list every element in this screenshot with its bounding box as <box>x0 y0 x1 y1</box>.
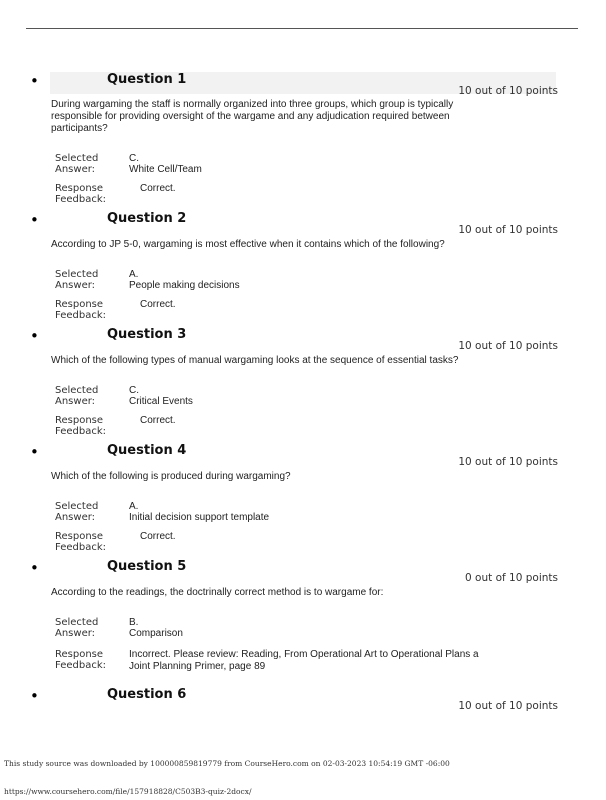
question-title: Question 6 <box>107 687 187 702</box>
answer-letter: A. <box>129 501 139 512</box>
bullet-icon: • <box>30 72 39 90</box>
response-feedback: Incorrect. Please review: Reading, From Operational Art to Operational Plans a Joint Planning Primer, page 89 <box>129 649 479 672</box>
response-feedback: Correct. <box>140 415 176 426</box>
response-feedback-label: Response Feedback: <box>55 299 106 321</box>
question-text: During wargaming the staff is normally organized into three groups, which group is typically responsible for providing oversight of the wargame and any adjudication required between participants? <box>51 99 454 134</box>
response-feedback-label: Response Feedback: <box>55 531 106 553</box>
top-divider <box>26 28 578 29</box>
question-points: 10 out of 10 points <box>458 340 558 352</box>
question-text: According to the readings, the doctrinally correct method is to wargame for: <box>51 587 384 598</box>
selected-answer-label: Selected Answer: <box>55 153 99 175</box>
answer-text: White Cell/Team <box>129 164 202 175</box>
bullet-icon: • <box>30 559 39 577</box>
response-feedback: Correct. <box>140 183 176 194</box>
response-feedback: Correct. <box>140 299 176 310</box>
answer-text: Comparison <box>129 628 183 639</box>
question-points: 10 out of 10 points <box>458 456 558 468</box>
question-title: Question 5 <box>107 559 187 574</box>
response-feedback: Correct. <box>140 531 176 542</box>
answer-text: Initial decision support template <box>129 512 270 523</box>
question-text: Which of the following types of manual wargaming looks at the sequence of essential tasks? <box>51 355 459 366</box>
selected-answer <box>129 501 489 523</box>
selected-answer <box>129 385 489 407</box>
question-title: Question 1 <box>107 72 187 87</box>
response-feedback-label: Response Feedback: <box>55 183 106 205</box>
selected-answer-label: Selected Answer: <box>55 385 99 407</box>
selected-answer-label: Selected Answer: <box>55 501 99 523</box>
selected-answer <box>129 617 489 639</box>
answer-text: Critical Events <box>129 396 193 407</box>
bullet-icon: • <box>30 211 39 229</box>
question-text: According to JP 5-0, wargaming is most effective when it contains which of the following? <box>51 239 445 250</box>
bullet-icon: • <box>30 327 39 345</box>
question-points: 10 out of 10 points <box>458 224 558 236</box>
question-text: Which of the following is produced during wargaming? <box>51 471 291 482</box>
selected-answer-label: Selected Answer: <box>55 617 99 639</box>
answer-letter: A. <box>129 269 139 280</box>
bullet-icon: • <box>30 687 39 705</box>
source-url[interactable]: https://www.coursehero.com/file/157918828/C503B3-quiz-2docx/ <box>4 787 252 796</box>
question-title: Question 4 <box>107 443 187 458</box>
question-title: Question 3 <box>107 327 187 342</box>
answer-letter: B. <box>129 617 139 628</box>
response-feedback-label: Response Feedback: <box>55 649 106 671</box>
answer-letter: C. <box>129 385 139 396</box>
answer-letter: C. <box>129 153 139 164</box>
question-points: 10 out of 10 points <box>458 85 558 97</box>
download-source-line: This study source was downloaded by 100000859819779 from CourseHero.com on 02-03-2023 10:54:19 GMT -06:00 <box>4 759 450 768</box>
bullet-icon: • <box>30 443 39 461</box>
selected-answer <box>129 269 489 291</box>
response-feedback-label: Response Feedback: <box>55 415 106 437</box>
question-points: 0 out of 10 points <box>465 572 558 584</box>
question-title: Question 2 <box>107 211 187 226</box>
answer-text: People making decisions <box>129 280 240 291</box>
selected-answer <box>129 153 489 175</box>
question-points: 10 out of 10 points <box>458 700 558 712</box>
selected-answer-label: Selected Answer: <box>55 269 99 291</box>
